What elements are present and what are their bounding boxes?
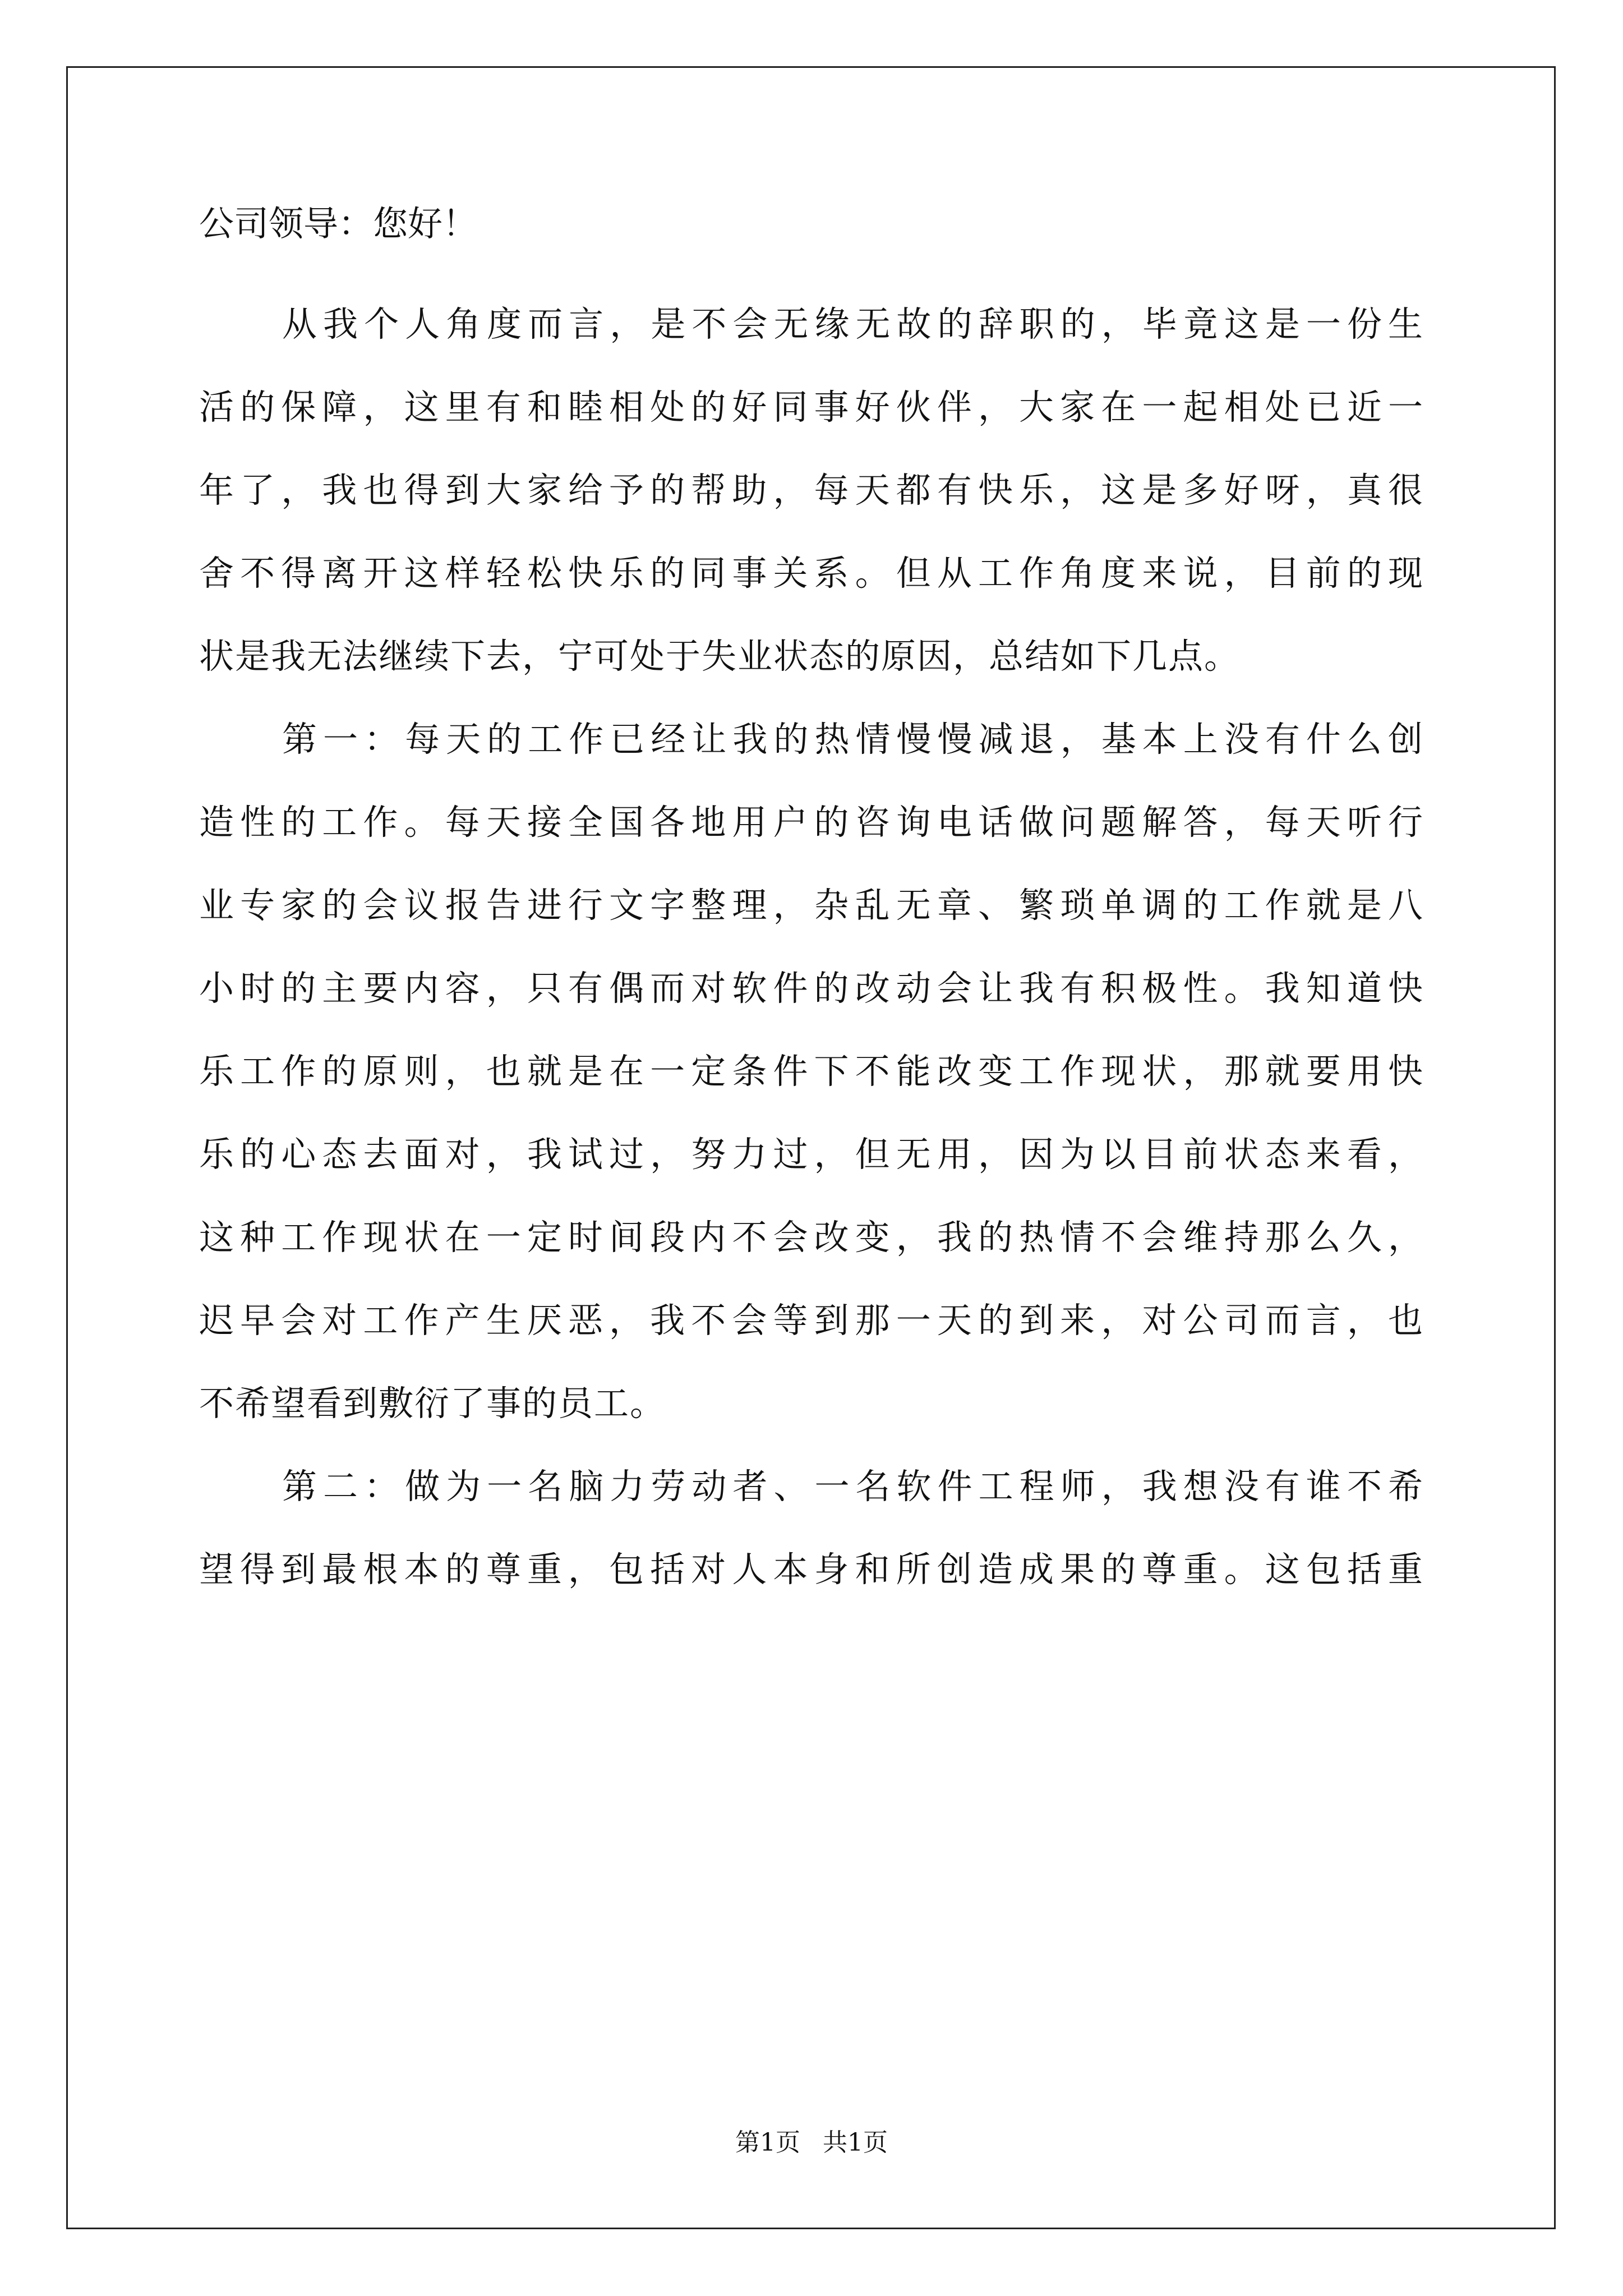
document-body (199, 203, 1424, 1611)
paragraph-line: 状是我无法继续下去，宁可处于失业状态的原因，总结如下几点。 (199, 636, 1241, 677)
paragraph-line: 第二：做为一名脑力劳动者、一名软件工程师，我想没有谁不希 (282, 1466, 1424, 1507)
page-footer (0, 2127, 1623, 2159)
paragraph-2 (199, 698, 1424, 1445)
paragraph-line: 年了，我也得到大家给予的帮助，每天都有快乐，这是多好呀，真很 (199, 470, 1424, 510)
paragraph-line: 活的保障，这里有和睦相处的好同事好伙伴，大家在一起相处已近一 (199, 386, 1424, 427)
paragraph-3 (199, 1445, 1424, 1611)
page-total: 共1页 (823, 2128, 888, 2157)
salutation: 公司领导：您好！ (199, 203, 478, 244)
paragraph-line: 从我个人角度而言，是不会无缘无故的辞职的，毕竟这是一份生 (282, 303, 1424, 344)
page-number: 第1页 (735, 2128, 800, 2157)
paragraph-line: 不希望看到敷衍了事的员工。 (199, 1383, 666, 1424)
paragraph-line: 迟早会对工作产生厌恶，我不会等到那一天的到来，对公司而言，也 (199, 1300, 1424, 1341)
paragraph-line: 望得到最根本的尊重，包括对人本身和所创造成果的尊重。这包括重 (199, 1549, 1424, 1590)
paragraph-line: 舍不得离开这样轻松快乐的同事关系。但从工作角度来说，目前的现 (199, 553, 1424, 593)
paragraph-line: 这种工作现状在一定时间段内不会改变，我的热情不会维持那么久， (199, 1217, 1424, 1258)
paragraph-line: 乐工作的原则，也就是在一定条件下不能改变工作现状，那就要用快 (199, 1051, 1424, 1092)
paragraph-line: 业专家的会议报告进行文字整理，杂乱无章、繁琐单调的工作就是八 (199, 885, 1424, 926)
paragraph-1 (199, 283, 1424, 698)
paragraph-line: 第一：每天的工作已经让我的热情慢慢减退，基本上没有什么创 (282, 719, 1424, 760)
paragraph-line: 造性的工作。每天接全国各地用户的咨询电话做问题解答，每天听行 (199, 802, 1424, 843)
paragraph-line: 小时的主要内容，只有偶而对软件的改动会让我有积极性。我知道快 (199, 968, 1424, 1009)
paragraph-line: 乐的心态去面对，我试过，努力过，但无用，因为以目前状态来看， (199, 1134, 1424, 1175)
